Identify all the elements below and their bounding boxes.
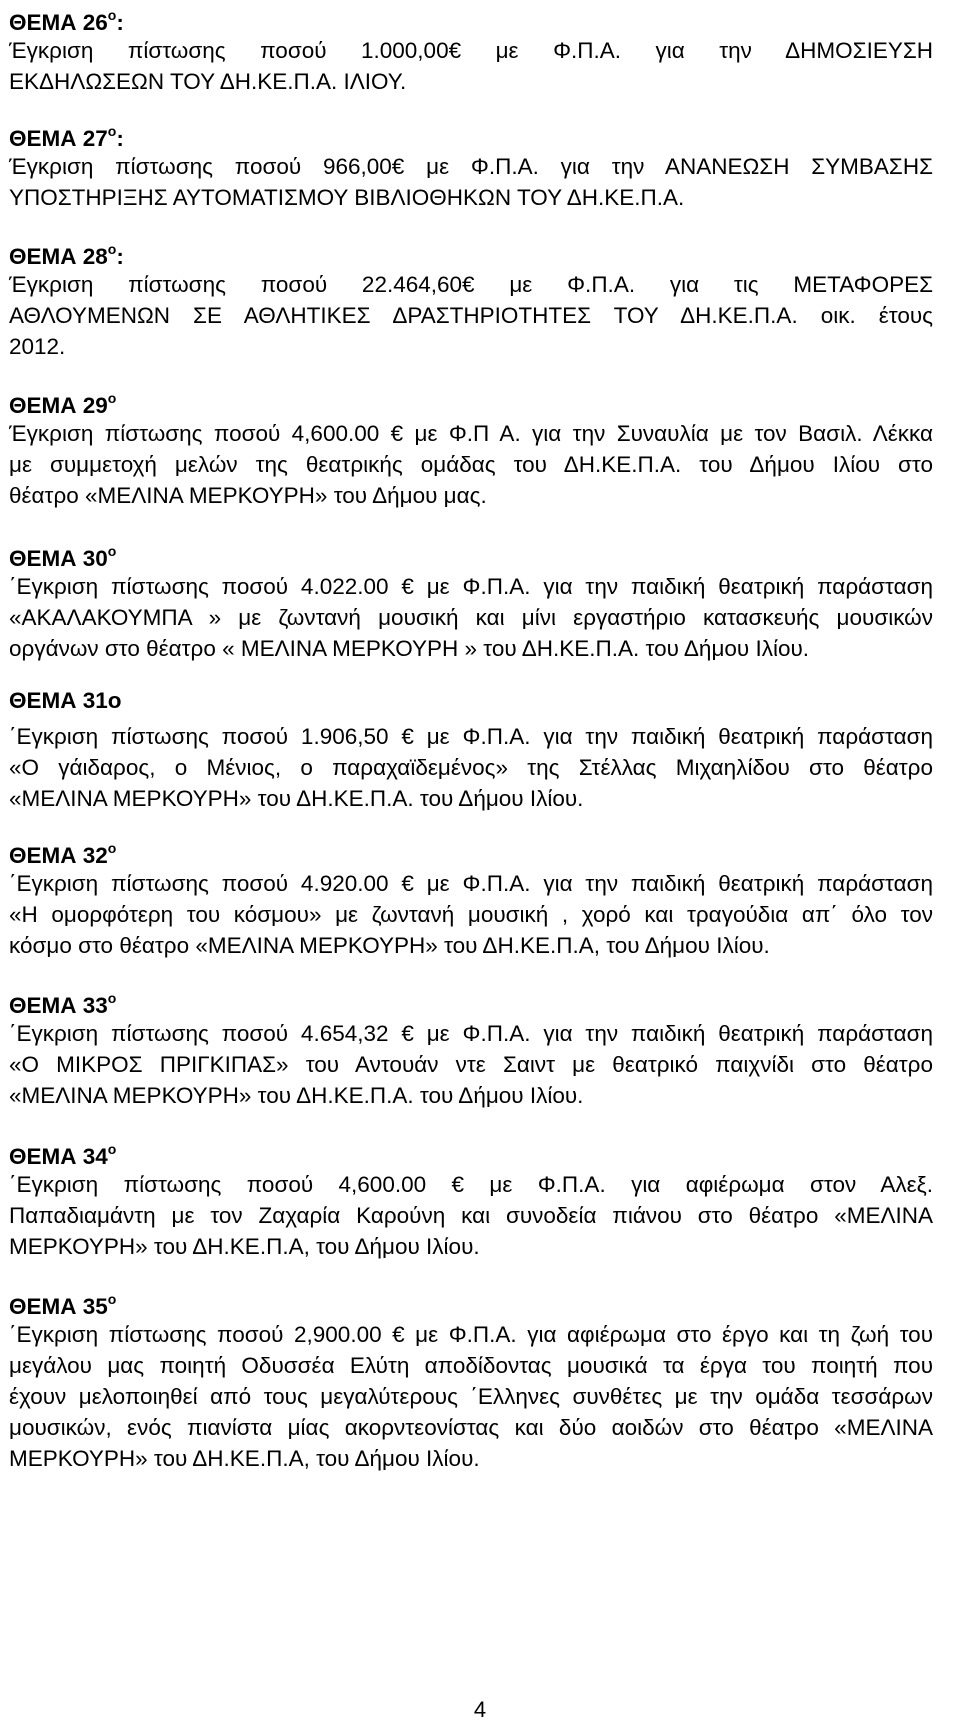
topic-text-line: ΄Εγκριση πίστωσης ποσού 1.906,50 € με Φ.Π.Α. για την παιδική θεατρική παράσταση: [9, 724, 933, 749]
topic-text-line: «ΜΕΛΙΝΑ ΜΕΡΚΟΥΡΗ» του ΔΗ.ΚΕ.Π.Α. του Δήμου Ιλίου.: [9, 1083, 584, 1108]
topic-heading-ordinal: ο: [107, 390, 117, 406]
topic-heading: [9, 538, 116, 572]
topic-text-line: μεγάλου μας ποιητή Οδυσσέα Ελύτη αποδίδοντας μουσικά τα έργα του ποιητή που: [9, 1353, 933, 1378]
topic-text-line: «ΑΚΑΛΑΚΟΥΜΠΑ » με ζωντανή μουσική και μίνι εργαστήριο κατασκευής μουσικών: [9, 605, 933, 630]
topic-heading: [9, 385, 116, 419]
topic-text-line: ΕΚΔΗΛΩΣΕΩΝ ΤΟΥ ΔΗ.ΚΕ.Π.Α. ΙΛΙΟΥ.: [9, 69, 407, 94]
topic-text-line: ΄Εγκριση πίστωσης ποσού 2,900.00 € με Φ.Π.Α. για αφιέρωμα στο έργο και τη ζωή του: [9, 1322, 933, 1347]
topic-text-line: Έγκριση πίστωσης ποσού 1.000,00€ με Φ.Π.Α. για την ΔΗΜΟΣΙΕΥΣΗ: [9, 38, 933, 63]
topic-heading-text: ΘΕΜΑ 28: [9, 244, 108, 269]
topic-text-line: κόσμο στο θέατρο «ΜΕΛΙΝΑ ΜΕΡΚΟΥΡΗ» του ΔΗ.ΚΕ.Π.Α, του Δήμου Ιλίου.: [9, 933, 770, 958]
topic-heading-text: ΘΕΜΑ 30: [9, 546, 108, 571]
topic-heading: [9, 1286, 116, 1320]
topic-text-line: Έγκριση πίστωσης ποσού 22.464,60€ με Φ.Π.Α. για τις ΜΕΤΑΦΟΡΕΣ: [9, 272, 933, 297]
topic-heading-suffix: :: [116, 244, 124, 269]
topic-text-line: «Η ομορφότερη του κόσμου» με ζωντανή μουσική , χορό και τραγούδια απ΄ όλο τον: [9, 902, 933, 927]
topic-heading: [9, 236, 124, 270]
topic-text-line: μουσικών, ενός πιανίστα μίας ακορντεονίστας και δύο αοιδών στο θέατρο «ΜΕΛΙΝΑ: [9, 1415, 933, 1440]
topic-heading-ordinal: ο: [107, 241, 117, 257]
topic-heading-text: ΘΕΜΑ 29: [9, 393, 108, 418]
topic-text-line: ΑΘΛΟΥΜΕΝΩΝ ΣΕ ΑΘΛΗΤΙΚΕΣ ΔΡΑΣΤΗΡΙΟΤΗΤΕΣ ΤΟΥ ΔΗ.ΚΕ.Π.Α. οικ. έτους: [9, 303, 933, 328]
topic-text-line: οργάνων στο θέατρο « ΜΕΛΙΝΑ ΜΕΡΚΟΥΡΗ » του ΔΗ.ΚΕ.Π.Α. του Δήμου Ιλίου.: [9, 636, 810, 661]
topic-text-line: ΄Εγκριση πίστωσης ποσού 4.654,32 € με Φ.Π.Α. για την παιδική θεατρική παράσταση: [9, 1021, 933, 1046]
topic-text-line: ΜΕΡΚΟΥΡΗ» του ΔΗ.ΚΕ.Π.Α, του Δήμου Ιλίου.: [9, 1446, 480, 1471]
topic-heading-text: ΘΕΜΑ 35: [9, 1294, 108, 1319]
topic-heading-ordinal: ο: [107, 840, 117, 856]
topic-text-line: «ΜΕΛΙΝΑ ΜΕΡΚΟΥΡΗ» του ΔΗ.ΚΕ.Π.Α. του Δήμου Ιλίου.: [9, 786, 584, 811]
topic-heading: [9, 985, 116, 1019]
topic-text-line: ΄Εγκριση πίστωσης ποσού 4.022.00 € με Φ.Π.Α. για την παιδική θεατρική παράσταση: [9, 574, 933, 599]
topic-heading: [9, 1136, 116, 1170]
topic-heading-ordinal: ο: [107, 1291, 117, 1307]
topic-heading-text: ΘΕΜΑ 32: [9, 843, 108, 868]
topic-text-line: Έγκριση πίστωσης ποσού 966,00€ με Φ.Π.Α. για την ΑΝΑΝΕΩΣΗ ΣΥΜΒΑΣΗΣ: [9, 154, 933, 179]
page-number: 4: [473, 1697, 487, 1722]
topic-text-line: θέατρο «ΜΕΛΙΝΑ ΜΕΡΚΟΥΡΗ» του Δήμου μας.: [9, 483, 487, 508]
topic-heading-text: ΘΕΜΑ 31ο: [9, 688, 122, 713]
topic-heading-suffix: :: [116, 10, 124, 35]
topic-heading-ordinal: ο: [107, 1141, 117, 1157]
topic-heading-text: ΘΕΜΑ 26: [9, 10, 108, 35]
topic-heading: [9, 688, 122, 714]
topic-heading-ordinal: ο: [107, 543, 117, 559]
topic-heading: [9, 118, 124, 152]
topic-heading-text: ΘΕΜΑ 34: [9, 1144, 108, 1169]
topic-text-line: με συμμετοχή μελών της θεατρικής ομάδας του ΔΗ.ΚΕ.Π.Α. του Δήμου Ιλίου στο: [9, 452, 933, 477]
topic-text-line: 2012.: [9, 334, 66, 359]
topic-heading-ordinal: ο: [107, 7, 117, 23]
topic-text-line: έχουν μελοποιηθεί από τους μεγαλύτερους ΄Ελληνες συνθέτες με την ομάδα τεσσάρων: [9, 1384, 933, 1409]
topic-text-line: «Ο ΜΙΚΡΟΣ ΠΡΙΓΚΙΠΑΣ» του Αντουάν ντε Σαιντ με θεατρικό παιχνίδι στο θέατρο: [9, 1052, 933, 1077]
topic-text-line: ΜΕΡΚΟΥΡΗ» του ΔΗ.ΚΕ.Π.Α, του Δήμου Ιλίου.: [9, 1234, 480, 1259]
topic-heading-suffix: :: [116, 126, 124, 151]
topic-text-line: Παπαδιαμάντη με τον Ζαχαρία Καρούνη και συνοδεία πιάνου στο θέατρο «ΜΕΛΙΝΑ: [9, 1203, 933, 1228]
topic-heading-text: ΘΕΜΑ 33: [9, 993, 108, 1018]
topic-text-line: ΄Εγκριση πίστωσης ποσού 4.920.00 € με Φ.Π.Α. για την παιδική θεατρική παράσταση: [9, 871, 933, 896]
topic-text-line: «Ο γάιδαρος, ο Μένιος, ο παραχαϊδεμένος» της Στέλλας Μιχαηλίδου στο θέατρο: [9, 755, 933, 780]
topic-text-line: ΥΠΟΣΤΗΡΙΞΗΣ ΑΥΤΟΜΑΤΙΣΜΟΥ ΒΙΒΛΙΟΘΗΚΩΝ ΤΟΥ ΔΗ.ΚΕ.Π.Α.: [9, 185, 685, 210]
topic-heading-text: ΘΕΜΑ 27: [9, 126, 108, 151]
topic-text-line: Έγκριση πίστωσης ποσού 4,600.00 € με Φ.Π Α. για την Συναυλία με τον Βασιλ. Λέκκα: [9, 421, 933, 446]
topic-text-line: ΄Εγκριση πίστωσης ποσού 4,600.00 € με Φ.Π.Α. για αφιέρωμα στον Αλεξ.: [9, 1172, 933, 1197]
topic-heading-ordinal: ο: [107, 990, 117, 1006]
topic-heading: [9, 2, 124, 36]
topic-heading: [9, 835, 116, 869]
topic-heading-ordinal: ο: [107, 123, 117, 139]
